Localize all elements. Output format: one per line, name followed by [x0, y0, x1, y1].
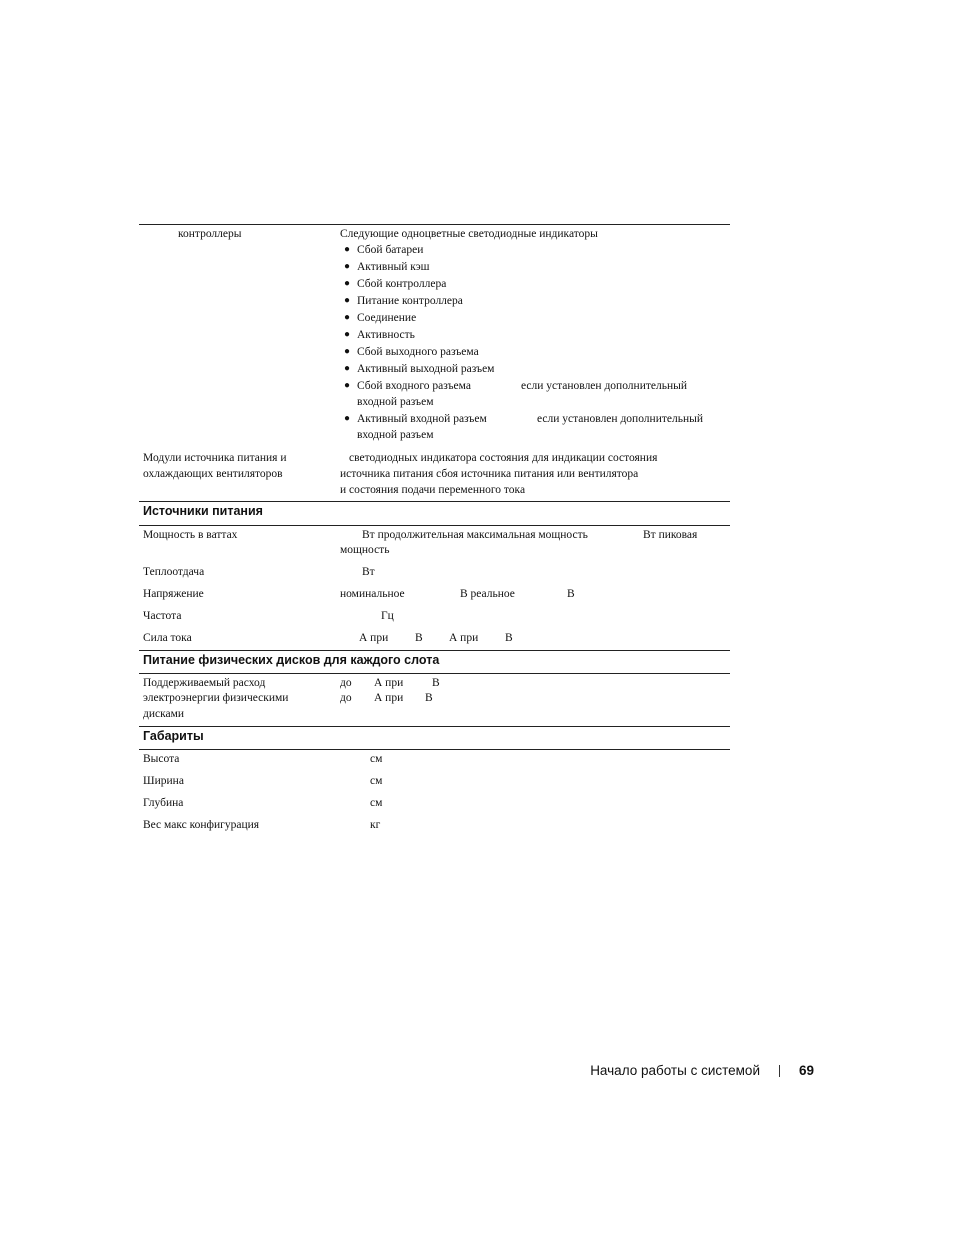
section-rule	[139, 673, 730, 674]
psu-modules-label-1: Модули источника питания и	[143, 452, 287, 464]
weight-label: Вес макс конфигурация	[143, 819, 260, 831]
controllers-intro: Следующие одноцветные светодиодные индикаторы	[340, 228, 598, 240]
voltage-label: Напряжение	[143, 588, 204, 600]
height-label: Высота	[143, 753, 180, 765]
section-title-power-supplies: Источники питания	[143, 504, 263, 518]
wattage-peak: Вт пиковая	[643, 529, 698, 541]
list-item: ● Активный выходной разъем	[344, 363, 495, 375]
width-unit: см	[370, 775, 383, 787]
disk-power-label-2: электроэнергии физическими	[143, 692, 289, 704]
frequency-label: Частота	[143, 610, 182, 622]
section-rule	[139, 501, 730, 502]
page-number: 69	[799, 1063, 815, 1078]
heat-value: Вт	[362, 566, 375, 578]
section-rule	[139, 749, 730, 750]
controllers-label: контроллеры	[178, 228, 242, 240]
current-value-2: В	[415, 632, 423, 644]
section-rule	[139, 525, 730, 526]
bullet-icon: ●	[344, 244, 351, 255]
current-value-3: А при	[449, 632, 479, 644]
section-rule	[139, 650, 730, 651]
wattage-value: Вт продолжительная максимальная мощность	[362, 529, 588, 541]
heat-label: Теплоотдача	[143, 566, 205, 578]
wattage-value-cont: мощность	[340, 544, 390, 556]
indicator-list	[344, 242, 703, 444]
section-rule	[139, 726, 730, 727]
bullet-icon: ●	[344, 295, 351, 306]
current-label: Сила тока	[143, 632, 192, 644]
current-value-4: В	[505, 632, 513, 644]
list-item: ● Сбой выходного разъема	[344, 346, 479, 358]
list-item: ● Активный входной разъем если установлен дополнительный входной разъем	[344, 413, 703, 441]
bullet-icon: ●	[344, 413, 351, 424]
bullet-icon: ●	[344, 329, 351, 340]
psu-modules-value-2: источника питания сбоя источника питания или вентилятора	[340, 468, 639, 480]
section-title-disk-power: Питание физических дисков для каждого слота	[143, 653, 440, 667]
bullet-icon: ●	[344, 261, 351, 272]
list-item: ● Соединение	[344, 312, 417, 324]
section-title-dimensions: Габариты	[143, 729, 204, 743]
height-unit: см	[370, 753, 383, 765]
psu-modules-value-1: светодиодных индикатора состояния для индикации состояния	[349, 452, 658, 464]
depth-label: Глубина	[143, 797, 184, 809]
voltage-unit: В	[567, 588, 575, 600]
bullet-icon: ●	[344, 312, 351, 323]
depth-unit: см	[370, 797, 383, 809]
disk-power-r2-b: А при	[374, 692, 404, 704]
list-item: ● Сбой контроллера	[344, 278, 447, 290]
bullet-icon: ●	[344, 380, 351, 391]
voltage-real: В реальное	[460, 588, 515, 600]
weight-unit: кг	[370, 819, 381, 831]
disk-power-label-3: дисками	[143, 708, 185, 720]
disk-power-r1-a: до	[340, 677, 352, 689]
list-item: ● Активный кэш	[344, 261, 430, 273]
current-value-1: А при	[359, 632, 389, 644]
list-item: ● Активность	[344, 329, 415, 341]
wattage-label: Мощность в ваттах	[143, 529, 238, 541]
footer-divider	[779, 1065, 780, 1077]
psu-modules-label-2: охлаждающих вентиляторов	[143, 468, 283, 480]
disk-power-r2-a: до	[340, 692, 352, 704]
bullet-icon: ●	[344, 346, 351, 357]
table-top-rule	[139, 224, 730, 225]
disk-power-r2-c: В	[425, 692, 433, 704]
width-label: Ширина	[143, 775, 184, 787]
disk-power-r1-c: В	[432, 677, 440, 689]
bullet-icon: ●	[344, 278, 351, 289]
voltage-nominal: номинальное	[340, 588, 405, 600]
list-item: ● Сбой входного разъема если установлен дополнительный входной разъем	[344, 380, 687, 408]
list-item: ● Сбой батареи	[344, 244, 424, 256]
list-item: ● Питание контроллера	[344, 295, 463, 307]
footer-title: Начало работы с системой	[590, 1063, 760, 1078]
frequency-value: Гц	[381, 610, 394, 622]
psu-modules-value-3: и состояния подачи переменного тока	[340, 484, 526, 496]
disk-power-label-1: Поддерживаемый расход	[143, 677, 266, 689]
bullet-icon: ●	[344, 363, 351, 374]
disk-power-r1-b: А при	[374, 677, 404, 689]
